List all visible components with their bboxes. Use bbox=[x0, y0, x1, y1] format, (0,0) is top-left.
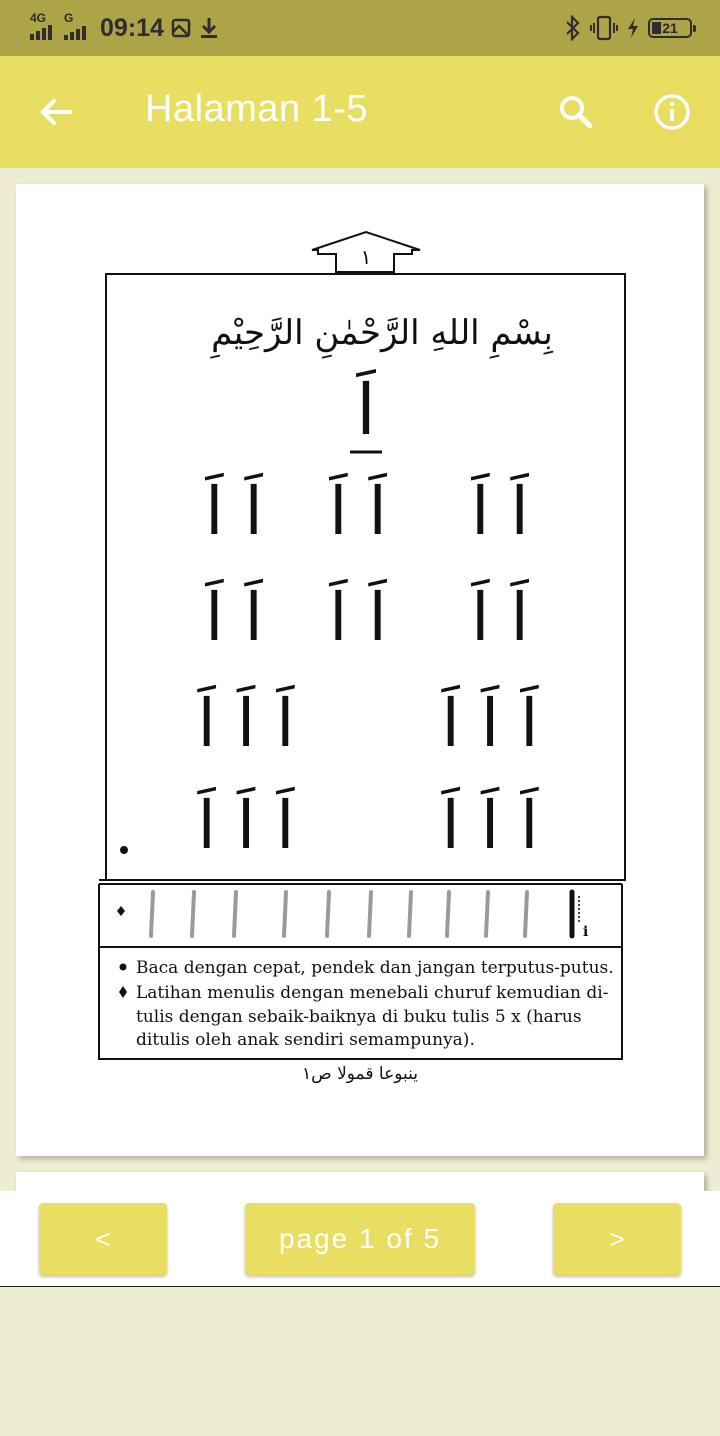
download-icon bbox=[198, 16, 220, 40]
instruction-2-line-1: Latihan menulis dengan menebali churuf kemudian di- bbox=[136, 983, 609, 1003]
pager-bar bbox=[0, 1191, 720, 1287]
info-icon[interactable] bbox=[652, 92, 692, 132]
empty-area bbox=[0, 1287, 720, 1436]
bluetooth-icon bbox=[564, 15, 582, 41]
page-indicator[interactable]: page 1 of 5 bbox=[245, 1203, 475, 1275]
instruction-2-line-3: ditulis oleh anak sendiri semampunya). bbox=[136, 1030, 475, 1050]
previous-page-button[interactable]: < bbox=[39, 1203, 167, 1275]
network-type-1: 4G bbox=[30, 11, 47, 25]
charging-icon bbox=[626, 17, 640, 39]
battery-level: 21 bbox=[662, 20, 678, 36]
letter-group: اَ اَ bbox=[471, 473, 529, 550]
next-page-button[interactable]: > bbox=[553, 1203, 681, 1275]
pdf-viewer[interactable] bbox=[0, 168, 720, 1191]
letter-group: اَ اَ اَ bbox=[441, 787, 539, 864]
app-bar bbox=[0, 56, 720, 168]
clock: 09:14 bbox=[100, 13, 164, 42]
basmala: بِسْمِ اللهِ الرَّحْمٰنِ الرَّحِيْمِ bbox=[211, 313, 553, 353]
letter-group: اَ اَ اَ bbox=[197, 685, 295, 762]
letter-group: اَ اَ اَ bbox=[441, 685, 539, 762]
vibrate-icon bbox=[590, 15, 618, 41]
footer-arabic: ينبوعا قمولا ص١ bbox=[301, 1064, 419, 1084]
letter-group: اَ اَ bbox=[205, 473, 263, 550]
main-letter: اَ bbox=[356, 369, 376, 451]
page-number-badge bbox=[312, 232, 420, 272]
network-type-2: G bbox=[64, 11, 74, 25]
instruction-box bbox=[99, 947, 622, 1059]
letter-group: اَ اَ اَ bbox=[197, 787, 295, 864]
next-document-page bbox=[16, 1172, 704, 1191]
status-bar bbox=[0, 0, 720, 56]
page-scan bbox=[16, 184, 704, 1156]
bullet-dot bbox=[120, 846, 128, 854]
page-title: Halaman 1-5 bbox=[145, 88, 369, 130]
battery-icon bbox=[648, 18, 692, 38]
exercise-frame bbox=[106, 274, 625, 880]
trace-label: i bbox=[583, 924, 589, 940]
instruction-1: Baca dengan cepat, pendek dan jangan terputus-putus. bbox=[136, 958, 614, 978]
instruction-2-line-2: tulis dengan sebaik-baiknya di buku tulis 5 x (harus bbox=[136, 1007, 582, 1027]
letter-group: اَ اَ bbox=[471, 579, 529, 656]
letter-group: اَ اَ bbox=[329, 473, 387, 550]
tracing-strip bbox=[99, 880, 622, 947]
screenshot-icon bbox=[170, 17, 192, 39]
letter-group: اَ اَ bbox=[205, 579, 263, 656]
letter-group: اَ اَ bbox=[329, 579, 387, 656]
page-number: ١ bbox=[360, 245, 372, 269]
signal-g-icon bbox=[64, 11, 92, 42]
signal-4g-icon bbox=[30, 11, 58, 42]
search-icon[interactable] bbox=[556, 92, 596, 132]
letter-rows bbox=[197, 472, 539, 864]
back-arrow-icon[interactable] bbox=[36, 92, 76, 132]
document-page bbox=[16, 184, 704, 1156]
